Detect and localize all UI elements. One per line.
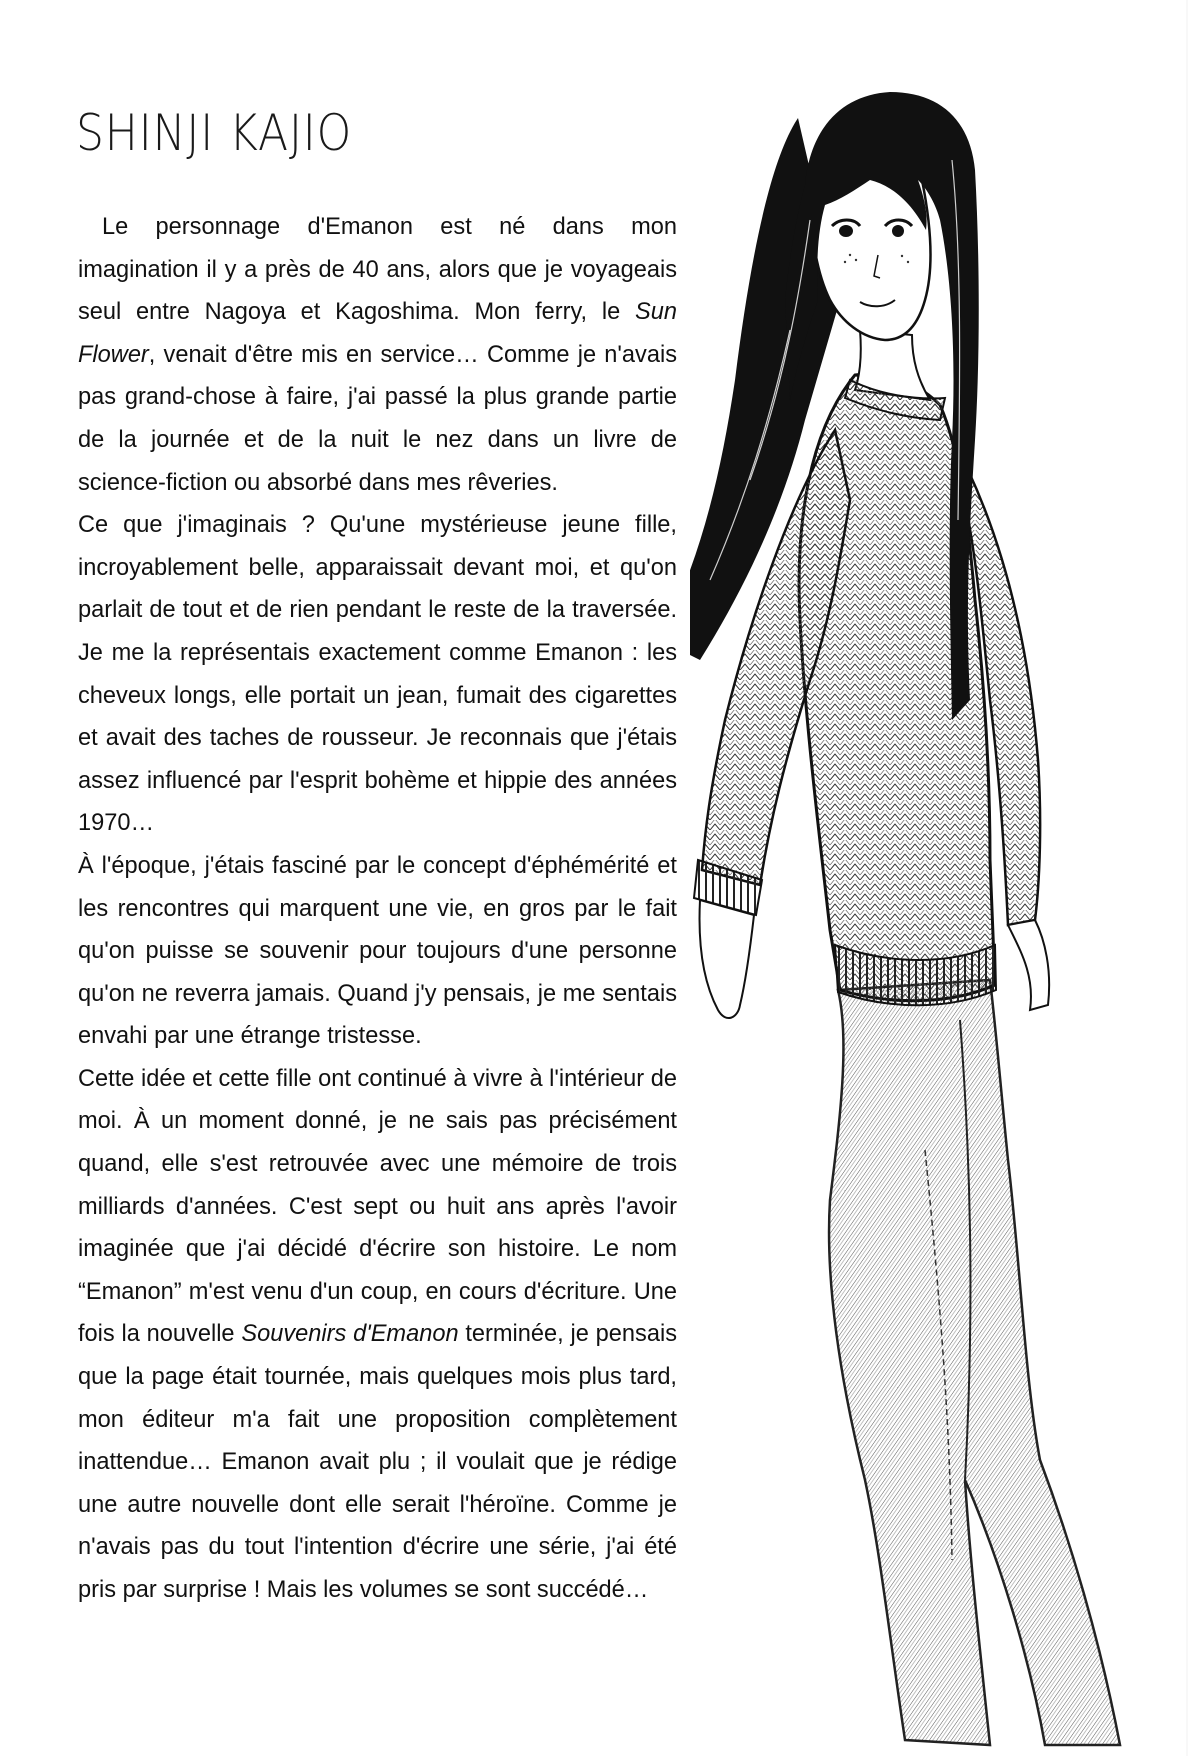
paragraph-2: Ce que j'imaginais ? Qu'une mystérieuse jeune fille, incroyablement belle, apparaissait devant moi, et qu'on parlait de tout et de rien pendant le reste de la traversée. Je me la représentais exactement comme Emanon : les cheveux longs, elle portait un jean, fumait des cigarettes et avait des taches de rousseur. Je reconnais que j'étais assez influencé par l'esprit bohème et hippie des années 1970… <box>78 512 677 837</box>
paragraph-3: À l'époque, j'étais fasciné par le concept d'éphémérité et les rencontres qui marquent une vie, en gros par le fait qu'on puisse se souvenir pour toujours d'une personne qu'on ne reverra jamais. Quand j'y pensais, je me sentais envahi par une étrange tristesse. <box>78 852 677 1050</box>
ferry-name: Sun Flower <box>78 299 677 368</box>
hand <box>700 900 754 1018</box>
paragraph-1 <box>78 206 677 504</box>
paragraph-1-part-1: Le personnage d'Emanon est né dans mon imagination il y a près de 40 ans, alors que je voyageais seul entre Nagoya et Kagoshima. Mon ferry, le <box>78 214 677 326</box>
jeans <box>829 980 1120 1745</box>
page-title: SHINJI KAJIO <box>76 104 353 162</box>
paragraph-4 <box>78 1058 677 1612</box>
paragraph-1-part-2: , venait d'être mis en service… Comme je n'avais pas grand-chose à faire, j'ai passé la plus grande partie de la journée et de la nuit le nez dans un livre de science-fiction ou absorbé dans mes rêveries. <box>78 341 677 496</box>
afterword-text <box>78 206 677 1612</box>
paragraph-4-part-1: Cette idée et cette fille ont continué à vivre à l'intérieur de moi. À un moment donné, je ne sais pas précisément quand, elle s'est retrouvée avec une mémoire de trois milliards d'années. C'est sept ou huit ans après l'avoir imaginée que j'ai décidé d'écrire son histoire. Le nom “Emanon” m'est venu d'un coup, en cours d'écriture. Une fois la nouvelle <box>78 1065 677 1348</box>
paragraph-4-part-2: terminée, je pensais que la page était tournée, mais quelques mois plus tard, mon éditeur m'a fait une proposition complètement inattendue… Emanon avait plu ; il voulait que je rédige une autre nouvelle dont elle serait l'héroïne. Comme je n'avais pas du tout l'intention d'écrire une série, j'ai été pris par surprise ! Mais les volumes se sont succédé… <box>78 1321 677 1603</box>
book-title: Souvenirs d'Emanon <box>241 1321 459 1348</box>
manga-girl-illustration <box>690 0 1200 1756</box>
